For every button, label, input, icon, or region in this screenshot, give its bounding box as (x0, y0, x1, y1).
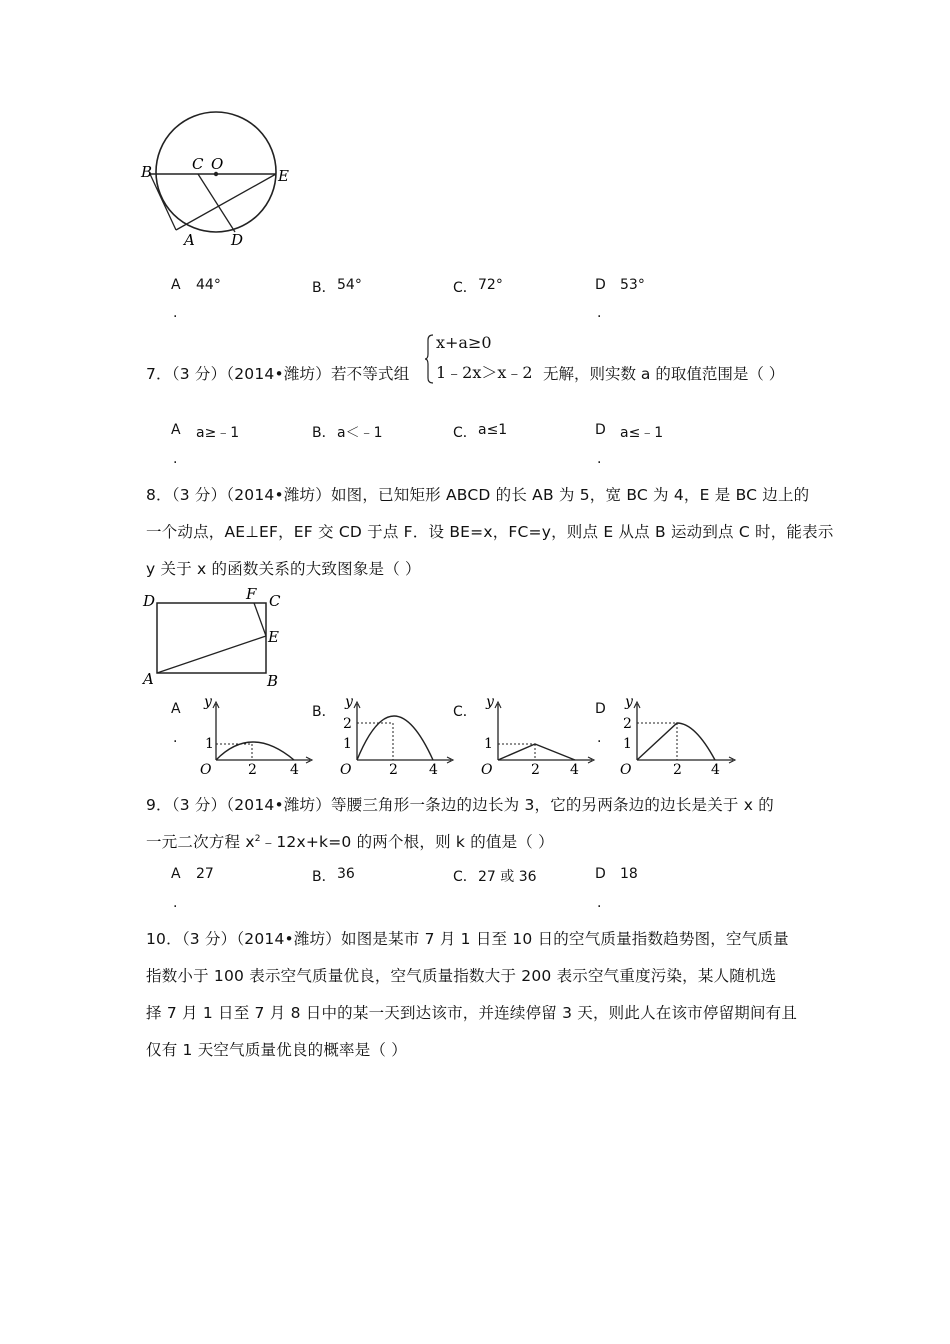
q9-option-c-letter[interactable]: C． (453, 869, 477, 885)
q8-line-3: y 关于 x 的函数关系的大致图象是（ ） (146, 560, 421, 578)
q7-option-b-value[interactable]: a＜﹣1 (337, 425, 383, 441)
q8-graph-b-1: 1 (343, 736, 352, 752)
q8-graph-b-o: O (340, 762, 352, 778)
q8-rectangle-figure (140, 586, 290, 692)
q6-option-a-letter[interactable]: A (171, 277, 181, 293)
q8-graph-d-4: 4 (711, 762, 720, 778)
q9-line-2-a: 一元二次方程 x (146, 833, 255, 851)
q7-prefix: 7．（3 分）（2014•潍坊）若不等式组 (146, 365, 410, 383)
q6-circle-figure (138, 108, 298, 250)
q8-graph-a-y: y (204, 694, 212, 710)
q6-option-a-value[interactable]: 44° (196, 277, 221, 293)
q8-label-f: F (246, 586, 257, 603)
q9-line-2-b: ﹣12x+k=0 的两个根，则 k 的值是（ ） (260, 833, 554, 851)
q8-graph-b[interactable] (337, 692, 457, 778)
q9-dot-d: . (597, 895, 602, 911)
q9-option-d-letter[interactable]: D (595, 866, 606, 882)
q8-graph-b-2y: 2 (343, 716, 352, 732)
q10-line-2: 指数小于 100 表示空气质量优良，空气质量指数大于 200 表示空气重度污染，某人随机选 (146, 967, 777, 985)
q9-option-b-letter[interactable]: B． (312, 869, 336, 885)
q6-option-b-letter[interactable]: B． (312, 280, 336, 296)
q8-graph-a-1: 1 (205, 736, 214, 752)
q6-label-a: A (184, 231, 195, 249)
q8-graph-d-1: 1 (623, 736, 632, 752)
q8-line-2: 一个动点，AE⊥EF，EF 交 CD 于点 F．设 BE=x，FC=y，则点 E 从点 B 运动到点 C 时，能表示 (146, 523, 834, 541)
q7-option-c-value[interactable]: a≤1 (478, 422, 508, 438)
q8-graph-c-1: 1 (484, 736, 493, 752)
q7-inequality-2: 1﹣2x＞x﹣2 (436, 363, 533, 382)
q8-option-c-letter[interactable]: C． (453, 704, 477, 720)
q8-graph-c[interactable] (478, 692, 598, 778)
q9-option-c-value[interactable]: 27 或 36 (478, 869, 537, 885)
q8-graph-d-2: 2 (673, 762, 682, 778)
q7-option-d-letter[interactable]: D (595, 422, 606, 438)
q6-label-d: D (231, 231, 244, 249)
q8-graph-b-4: 4 (429, 762, 438, 778)
q7-brace-icon (424, 334, 434, 384)
q6-dot-a: . (173, 305, 178, 321)
q7-option-c-letter[interactable]: C． (453, 425, 477, 441)
q9-option-a-value[interactable]: 27 (196, 866, 214, 882)
q6-option-c-letter[interactable]: C． (453, 280, 477, 296)
q6-label-o: O (211, 155, 224, 173)
q9-exponent: 2 (254, 833, 261, 844)
q6-label-b: B (141, 163, 153, 181)
q6-option-b-value[interactable]: 54° (337, 277, 362, 293)
q10-line-1: 10．（3 分）（2014•潍坊）如图是某市 7 月 1 日至 10 日的空气质量指数趋势图，空气质量 (146, 930, 789, 948)
q8-option-d-letter[interactable]: D (595, 701, 606, 717)
q8-label-a: A (143, 670, 154, 688)
q8-dot-a: . (173, 730, 178, 746)
q9-dot-a: . (173, 895, 178, 911)
q9-option-a-letter[interactable]: A (171, 866, 181, 882)
q6-option-d-value[interactable]: 53° (620, 277, 645, 293)
q7-suffix: 无解，则实数 a 的取值范围是（ ） (543, 365, 785, 383)
q8-label-e: E (268, 628, 279, 646)
q8-graph-d[interactable] (617, 692, 741, 778)
q6-option-c-value[interactable]: 72° (478, 277, 503, 293)
q6-label-c: C (192, 155, 204, 173)
q8-graph-c-y: y (486, 694, 494, 710)
q8-label-c: C (269, 592, 281, 610)
q7-dot-d: . (597, 451, 602, 467)
q8-graph-c-o: O (481, 762, 493, 778)
q9-line-1: 9．（3 分）（2014•潍坊）等腰三角形一条边的边长为 3，它的另两条边的边长是关于 x 的 (146, 796, 774, 814)
q8-option-a-letter[interactable]: A (171, 701, 181, 717)
q8-graph-c-2: 2 (531, 762, 540, 778)
q8-line-1: 8．（3 分）（2014•潍坊）如图，已知矩形 ABCD 的长 AB 为 5，宽 BC 为 4，E 是 BC 边上的 (146, 486, 810, 504)
q7-option-a-value[interactable]: a≥﹣1 (196, 425, 240, 441)
q9-option-d-value[interactable]: 18 (620, 866, 638, 882)
q7-option-d-value[interactable]: a≤﹣1 (620, 425, 664, 441)
q8-graph-d-y: y (625, 694, 633, 710)
q7-dot-a: . (173, 451, 178, 467)
q9-option-b-value[interactable]: 36 (337, 866, 355, 882)
q6-label-e: E (278, 167, 289, 185)
q8-graph-c-4: 4 (570, 762, 579, 778)
q8-graph-b-y: y (345, 694, 353, 710)
q10-line-4: 仅有 1 天空气质量优良的概率是（ ） (146, 1041, 407, 1059)
q8-graph-d-2y: 2 (623, 716, 632, 732)
q8-option-b-letter[interactable]: B． (312, 704, 336, 720)
q8-graph-a[interactable] (196, 692, 316, 778)
q10-line-3: 择 7 月 1 日至 7 月 8 日中的某一天到达该市，并连续停留 3 天，则此人在该市停留期间有且 (146, 1004, 798, 1022)
q8-graph-d-o: O (620, 762, 632, 778)
q8-label-d: D (143, 592, 156, 610)
q8-graph-a-2: 2 (248, 762, 257, 778)
q8-dot-d: . (597, 730, 602, 746)
q7-option-b-letter[interactable]: B． (312, 425, 336, 441)
q8-graph-b-2: 2 (389, 762, 398, 778)
q7-inequality-1: x+a≥0 (436, 333, 492, 352)
q6-option-d-letter[interactable]: D (595, 277, 606, 293)
q8-graph-a-o: O (200, 762, 212, 778)
q8-label-b: B (267, 672, 279, 690)
q8-graph-a-4: 4 (290, 762, 299, 778)
q7-option-a-letter[interactable]: A (171, 422, 181, 438)
q6-dot-d: . (597, 305, 602, 321)
q9-line-2 (146, 830, 554, 852)
